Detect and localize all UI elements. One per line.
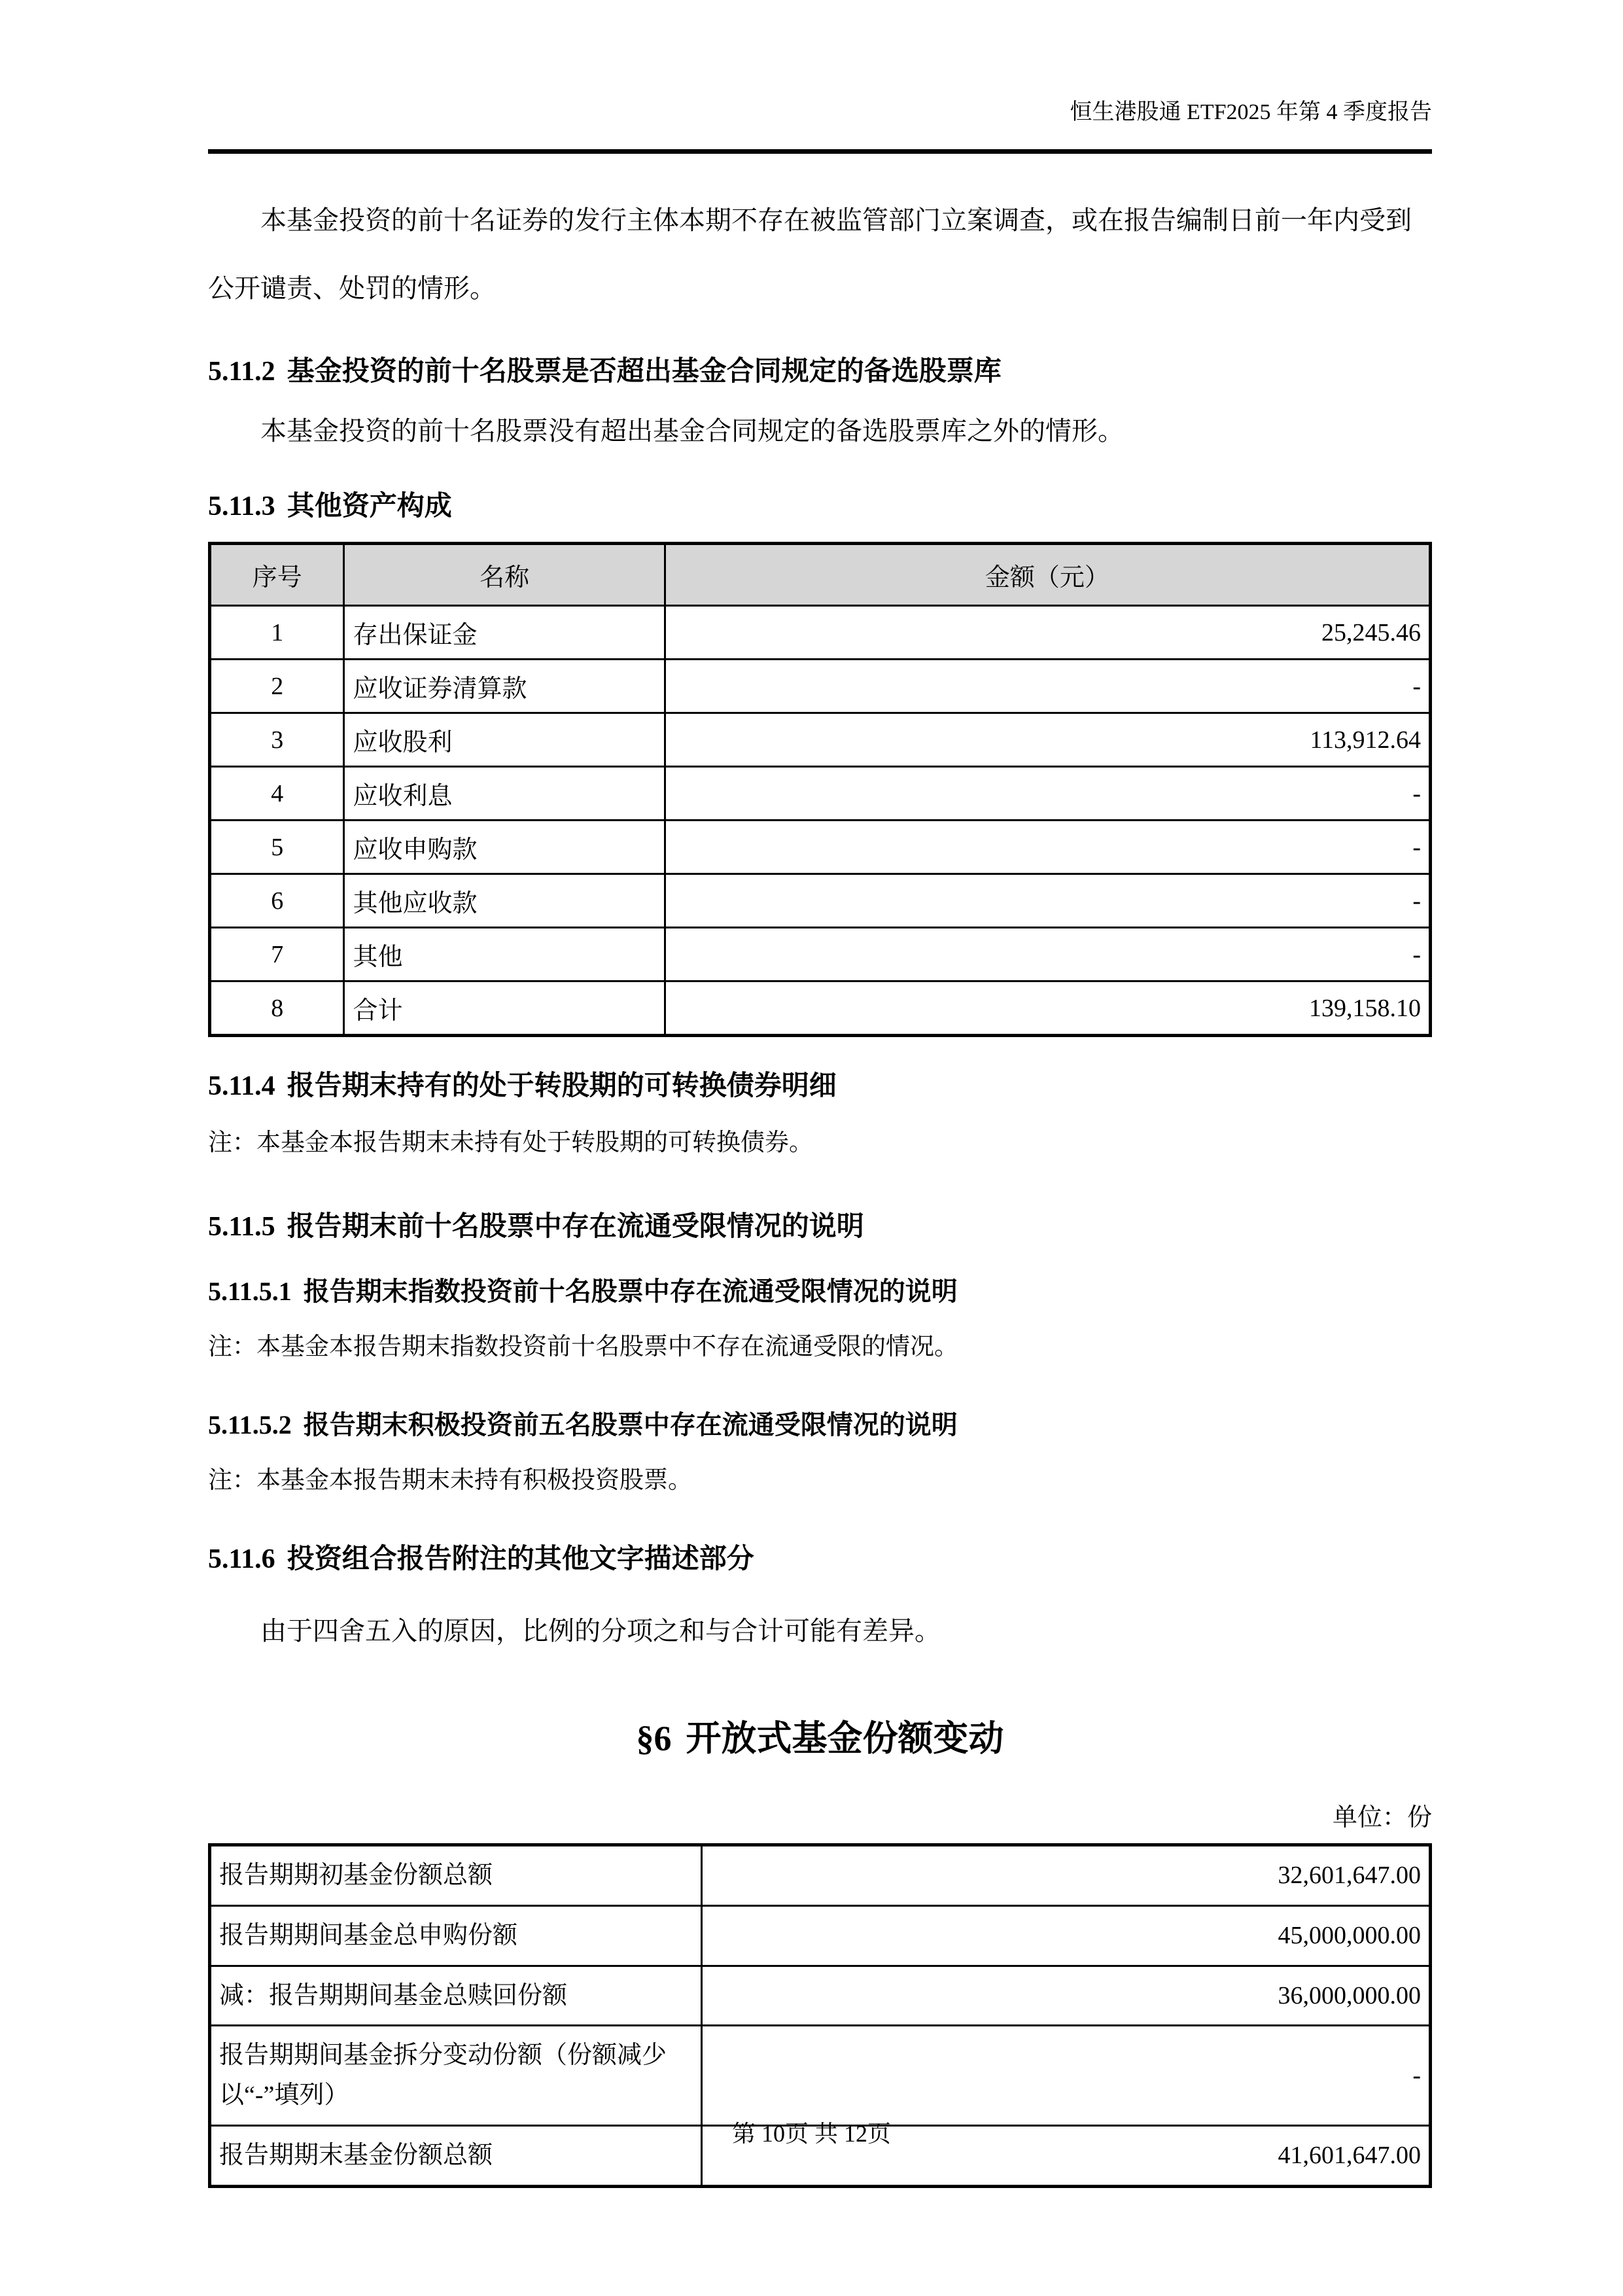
cell-amount: 139,158.10 [665,981,1430,1036]
section-title: 基金投资的前十名股票是否超出基金合同规定的备选股票库 [287,355,1002,387]
table-row [210,2026,1431,2126]
table-row [210,1966,1431,2026]
table-row [210,874,1431,928]
para-top10-stocks: 本基金投资的前十名股票没有超出基金合同规定的备选股票库之外的情形。 [260,415,1124,446]
cell-name: 应收股利 [344,713,665,767]
section-heading-5-11-4 [208,1069,1432,1104]
cell-value: 41,601,647.00 [701,2126,1430,2187]
cell-index: 8 [210,981,344,1036]
cell-index: 5 [210,821,344,874]
col-header-name: 名称 [344,544,665,606]
cell-index: 3 [210,713,344,767]
section-number: 5.11.5.1 [208,1277,292,1307]
cell-value: 36,000,000.00 [701,1966,1430,2026]
section-number: 5.11.4 [208,1071,275,1102]
other-assets-table [208,542,1432,1037]
section-number: 5.11.5 [208,1211,275,1242]
cell-amount: 25,245.46 [665,606,1430,660]
cell-name: 应收证券清算款 [344,660,665,713]
cell-amount: - [665,928,1430,981]
note-convertible-bonds: 注：本基金本报告期末未持有处于转股期的可转换债券。 [208,1129,813,1156]
cell-index: 7 [210,928,344,981]
cell-name: 存出保证金 [344,606,665,660]
note-active-stocks: 注：本基金本报告期末未持有积极投资股票。 [208,1466,692,1494]
cell-amount: - [665,874,1430,928]
cell-amount: - [665,767,1430,821]
para-regulatory-status: 本基金投资的前十名证券的发行主体本期不存在被监管部门立案调查，或在报告编制日前一年内受到公开谴责、处罚的情形。 [208,205,1412,304]
table-row [210,606,1431,660]
cell-name: 应收申购款 [344,821,665,874]
section-number: 5.11.2 [208,357,275,387]
cell-label: 报告期期间基金拆分变动份额（份额减少以“-”填列） [210,2026,702,2126]
report-title: 恒生港股通 ETF2025 年第 4 季度报告 [1070,100,1432,124]
page-header [208,98,1432,154]
table-row [210,821,1431,874]
cell-value: 32,601,647.00 [701,1845,1430,1906]
section-heading-5-11-3 [208,489,1432,524]
cell-name: 其他应收款 [344,874,665,928]
chapter-title: 开放式基金份额变动 [686,1719,1004,1759]
section-title: 报告期末指数投资前十名股票中存在流通受限情况的说明 [303,1277,958,1307]
section-heading-5-11-2 [208,354,1432,389]
cell-index: 2 [210,660,344,713]
cell-label: 报告期期间基金总申购份额 [210,1905,702,1966]
table-header-row [210,544,1431,606]
chapter-number: §6 [636,1719,672,1759]
cell-name: 其他 [344,928,665,981]
section-heading-5-11-5 [208,1209,1432,1245]
table-row [210,660,1431,713]
chapter-heading-6 [208,1718,1432,1760]
section-title: 投资组合报告附注的其他文字描述部分 [287,1542,754,1574]
table-row [210,1845,1431,1906]
page-footer [0,2115,1623,2149]
cell-label: 报告期期初基金份额总额 [210,1845,702,1906]
section-title: 其他资产构成 [287,489,452,521]
col-header-amount: 金额（元） [665,544,1430,606]
cell-name: 应收利息 [344,767,665,821]
cell-label: 报告期期末基金份额总额 [210,2126,702,2187]
para-rounding: 由于四舍五入的原因，比例的分项之和与合计可能有差异。 [260,1616,941,1646]
cell-index: 4 [210,767,344,821]
cell-name: 合计 [344,981,665,1036]
table-row [210,713,1431,767]
table-row [210,1905,1431,1966]
section-title: 报告期末持有的处于转股期的可转换债券明细 [287,1070,837,1101]
section-heading-5-11-6 [208,1542,1432,1577]
table-row [210,928,1431,981]
unit-label: 单位：份 [1332,1804,1432,1832]
page-number: 第 10页 共 12页 [731,2121,891,2147]
cell-amount: - [665,821,1430,874]
section-number: 5.11.6 [208,1544,275,1574]
cell-value: 45,000,000.00 [701,1905,1430,1966]
table-row-total [210,981,1431,1036]
section-title: 报告期末积极投资前五名股票中存在流通受限情况的说明 [303,1410,958,1439]
section-heading-5-11-5-2 [208,1409,1432,1441]
cell-label: 减：报告期期间基金总赎回份额 [210,1966,702,2026]
cell-index: 6 [210,874,344,928]
cell-value: - [701,2026,1430,2126]
table-row [210,767,1431,821]
note-index-restricted: 注：本基金本报告期末指数投资前十名股票中不存在流通受限的情况。 [208,1333,958,1361]
section-heading-5-11-5-1 [208,1275,1432,1308]
cell-amount: 113,912.64 [665,713,1430,767]
cell-index: 1 [210,606,344,660]
cell-amount: - [665,660,1430,713]
col-header-index: 序号 [210,544,344,606]
section-number: 5.11.5.2 [208,1409,292,1439]
section-title: 报告期末前十名股票中存在流通受限情况的说明 [287,1210,864,1241]
section-number: 5.11.3 [208,491,275,521]
